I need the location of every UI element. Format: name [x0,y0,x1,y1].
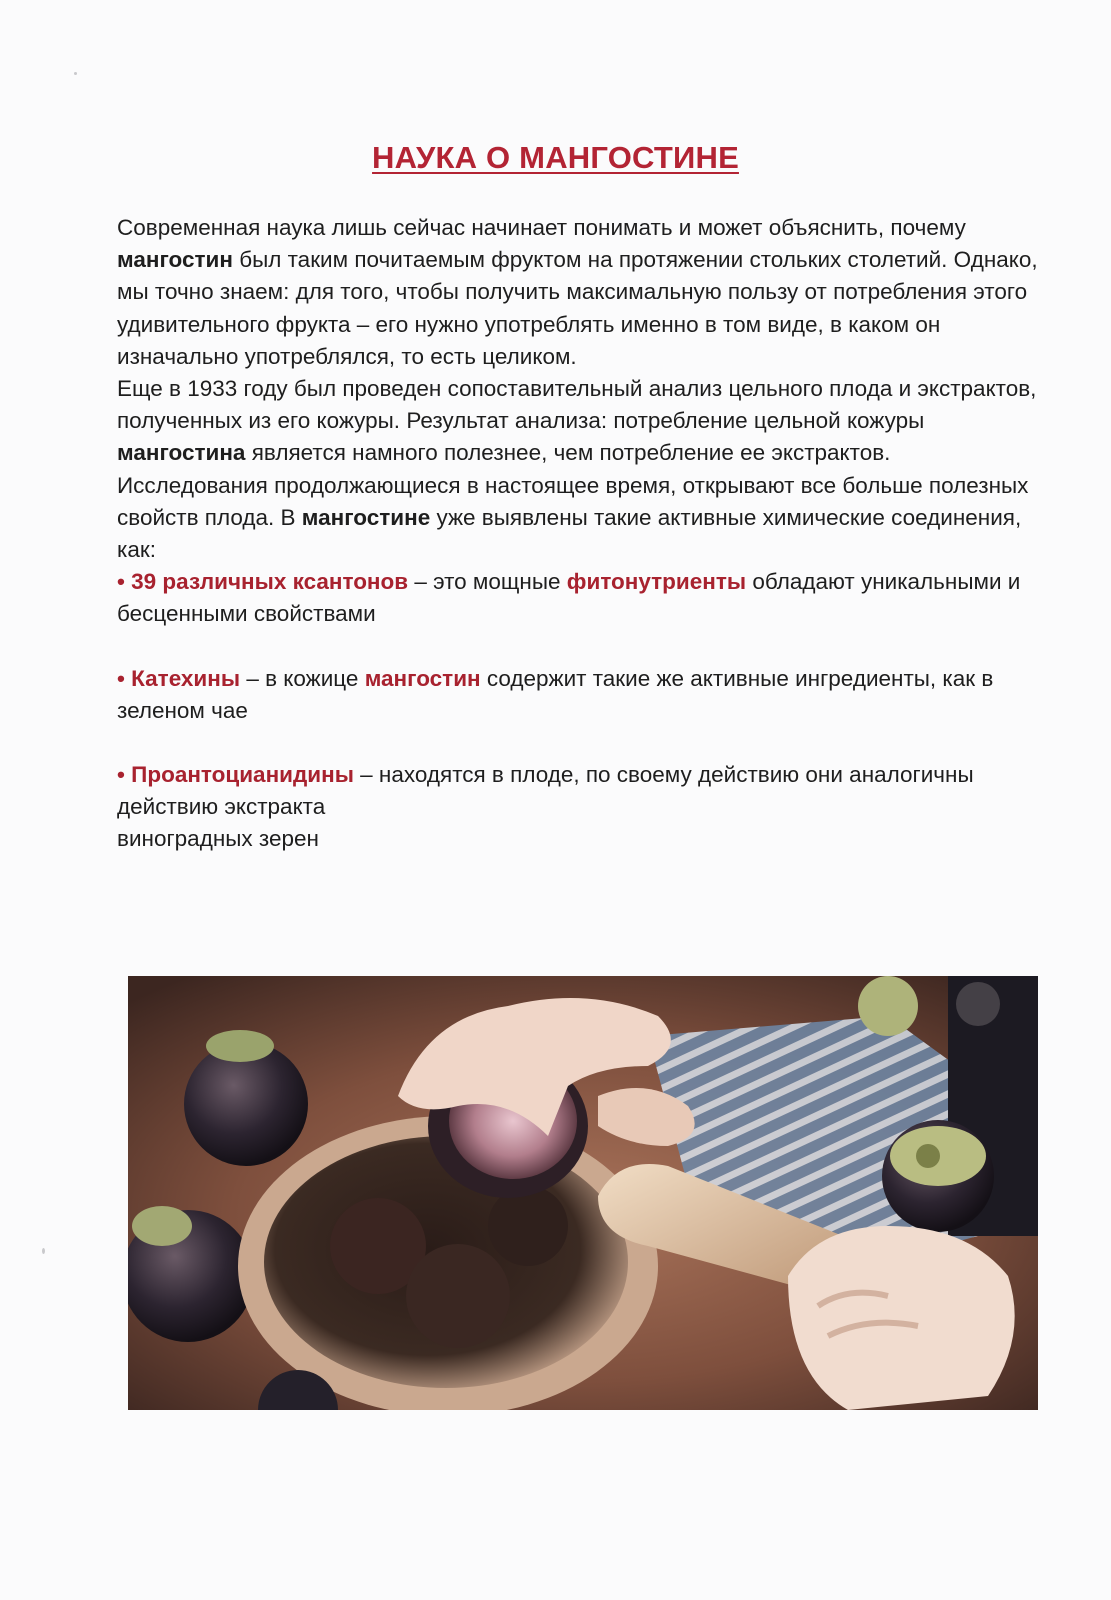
bullet-marker: • [117,569,125,595]
highlight-term: Проантоцианидины [131,762,354,788]
scan-speck [74,72,77,75]
page-title: НАУКА О МАНГОСТИНЕ [372,140,739,175]
bullet-marker: • [117,762,125,788]
text-run: был таким почитаемым фруктом на протяжении стольких столетий. Однако, мы точно знаем: для того, чтобы получить максимальную пользу от потребления этого удивительного фрукта – его нужно употреблять именно в том виде, в каком он изначально употреблялся, то есть целиком. [117,247,1038,369]
text-run: виноградных зерен [117,826,319,852]
bold-term: мангостин [117,247,233,273]
paragraph-intro [117,212,1057,373]
text-run: обладают уникальными и бесценными свойствами [117,569,1021,627]
highlight-term: 39 различных ксантонов [131,569,409,595]
bullet-marker: • [117,665,125,691]
text-run: – в кожице [240,665,365,691]
photo-mangosteen-mortar [128,976,1038,1410]
bullet-item-catechins [117,663,1057,727]
highlight-term: Катехины [131,665,241,691]
text-run: Исследования продолжающиеся в настоящее время, открывают все больше полезных свойств плода. В [117,472,1029,530]
text-run: – находятся в плоде, по своему действию они аналогичны действию экстракта [117,762,974,820]
text-run: является намного полезнее, чем потребление ее экстрактов. [245,440,891,466]
text-run: Современная наука лишь сейчас начинает понимать и может объяснить, почему [117,215,966,240]
text-run: – это мощные [408,569,567,595]
bullet-item-proanthocyanidins [117,759,1057,856]
article-body [117,212,1057,856]
bold-term: мангостине [301,504,431,530]
bold-term: мангостина [117,440,246,466]
paragraph-analysis [117,373,1057,470]
scan-speck [42,1248,45,1254]
highlight-term: фитонутриенты [566,569,747,595]
text-run: уже выявлены такие активные химические соединения, как: [117,504,1022,563]
bullet-item-xanthones [117,566,1057,630]
paragraph-research [117,470,1057,567]
text-run: Еще в 1933 году был проведен сопоставительный анализ цельного плода и экстрактов, полученных из его кожуры. Результат анализа: потребление цельной кожуры [117,376,1037,434]
photo-icon [128,976,1038,1410]
highlight-term: мангостин [364,665,481,691]
text-run: содержит такие же активные ингредиенты, как в зеленом чае [117,665,994,723]
